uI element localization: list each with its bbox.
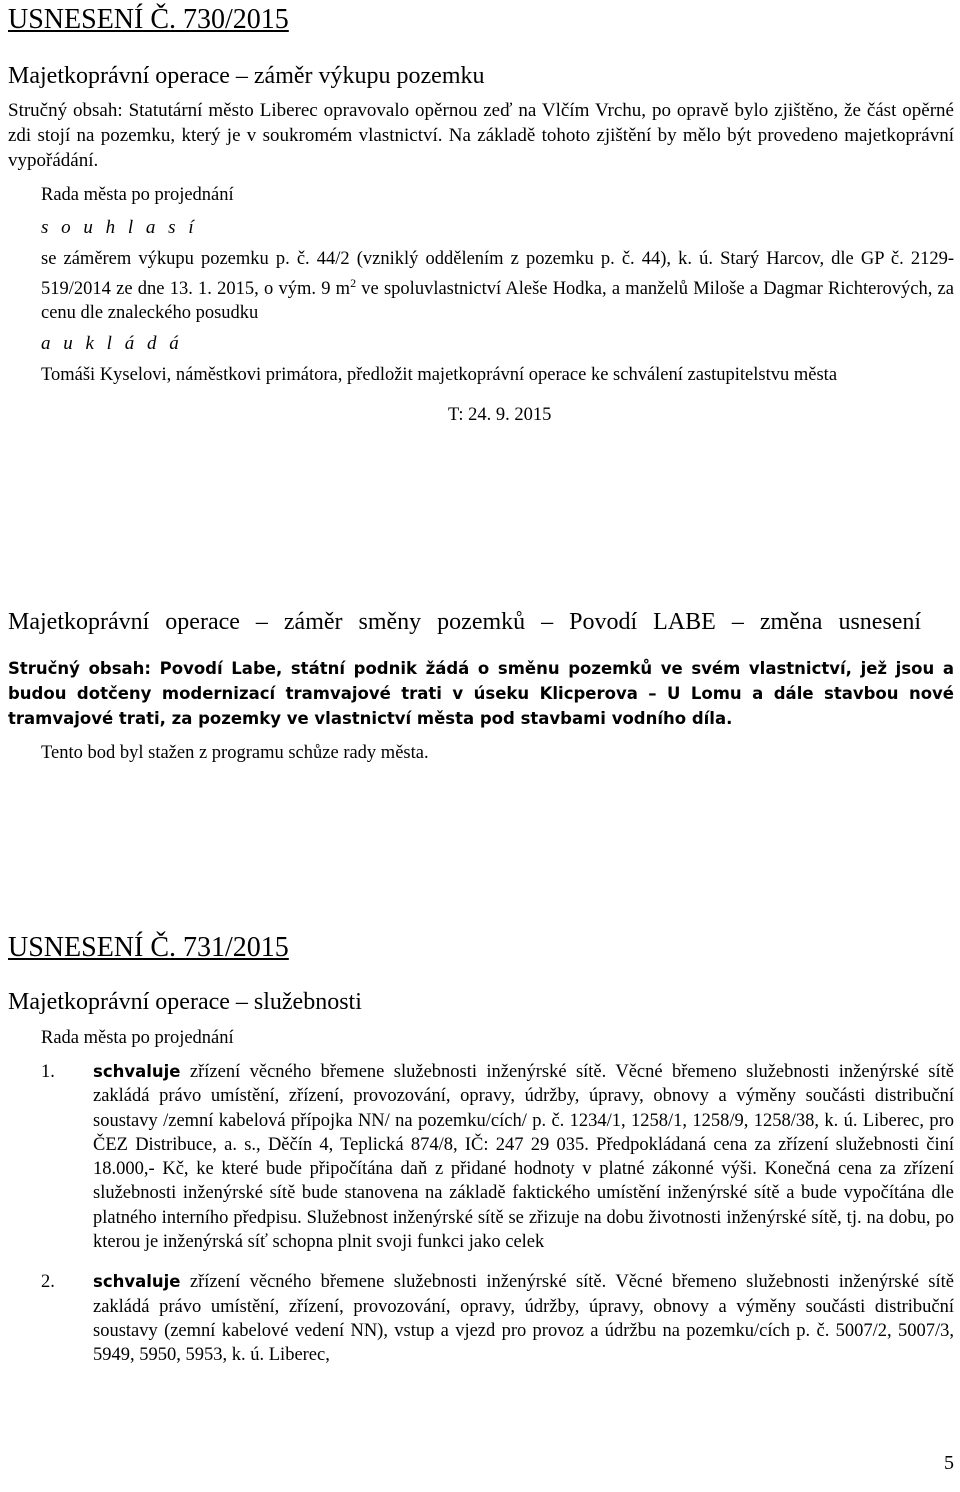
item-content: zřízení věcného břemene služebnosti inženýrské sítě. Věcné břemeno služebnosti inženýrské sítě zakládá právo umístění, zřízení, provozování, opravy, údržby, úpravy, obnovy a výměny součásti distribuční soustavy /zemní kabelová přípojka NN/ na pozemku/cích/ p. č. 1234/1, 1258/1, 1258/9, 1258/38, k. ú. Liberec, pro ČEZ Distribuce, a. s., Děčín 4, Teplická 874/8, IČ: 247 29 035. Předpokládaná cena za zřízení služebnosti činí 18.000,- Kč, ke které bude připočítána daň z přidané hodnoty v platné zákonné výši. Konečná cena za zřízení služebnosti inženýrské sítě bude stanovena na základě faktického umístění inženýrské sítě a bude vypočítána dle platného interního předpisu. Služebnost inženýrské sítě se zřizuje na dobu životnosti inženýrské sítě, tj. na dobu, po kterou je inženýrská síť schopna plnit svoji funkci jako celek [93, 1062, 954, 1253]
resolution-731 [8, 928, 954, 1368]
area-superscript: 2 [350, 276, 357, 290]
operation-title: Majetkoprávní operace – služebnosti [8, 989, 362, 1015]
page-number: 5 [944, 1452, 954, 1474]
intro-text: Rada města po projednání [41, 185, 234, 205]
list-item [41, 1060, 954, 1254]
resolution-text-a: se záměrem výkupu pozemku p. č. 44/2 (vzniklý oddělením z pozemku p. č. 44), k. ú. Starý Harcov, dle GP č. 2129-519/2014 ze dne 13. 1. 2015, o vým. 9 m [41, 249, 954, 300]
item-verb: schvaluje [93, 1062, 181, 1081]
list-item [41, 1270, 954, 1367]
operation-title: Majetkoprávní operace – záměr výkupu pozemku [8, 63, 485, 89]
item-text [93, 1270, 954, 1367]
operation-povodi-labe [8, 608, 954, 765]
resolution-title: USNESENÍ Č. 731/2015 [8, 932, 289, 963]
summary: Stručný obsah: Statutární město Liberec opravovalo opěrnou zeď na Vlčím Vrchu, po opravě bylo zjištěno, že část opěrné zdi stojí na pozemku, který je v soukromém vlastnictví. Na základě tohoto zjištění by mělo být provedeno majetkoprávní vypořádání. [8, 100, 954, 171]
operation-title: Majetkoprávní operace – záměr směny pozemků – Povodí LABE – změna usnesení [8, 609, 922, 635]
item-content: zřízení věcného břemene služebnosti inženýrské sítě. Věcné břemeno služebnosti inženýrské sítě zakládá právo umístění, zřízení, provozování, opravy, údržby, úpravy, obnovy a výměny součásti distribuční soustavy (zemní kabelové vedení NN), vstup a vjezd pro provoz a údržbu na pozemku/cích p. č. 5007/2, 5007/3, 5949, 5950, 5953, k. ú. Liberec, [93, 1272, 954, 1366]
withdrawn-note: Tento bod byl stažen z programu schůze rady města. [41, 743, 429, 763]
intro-text: Rada města po projednání [41, 1028, 234, 1048]
item-text [93, 1060, 954, 1254]
order-text: Tomáši Kyselovi, náměstkovi primátora, předložit majetkoprávní operace ke schválení zastupitelstvu města [41, 365, 838, 386]
verb-agrees: s o u h l a s í [41, 217, 198, 238]
resolution-text [41, 247, 954, 325]
verb-orders: a u k l á d á [41, 333, 183, 355]
summary: Stručný obsah: Povodí Labe, státní podnik žádá o směnu pozemků ve svém vlastnictví, jež jsou a budou dotčeny modernizací tramvajové trati v úseku Klicperova – U Lomu a dále stavbou nové tramvajové trati, za pozemky ve vlastnictví města pod stavbami vodního díla. [8, 659, 954, 728]
item-number: 1. [41, 1062, 55, 1082]
resolution-text-b: ve spoluvlastnictví Aleše Hodka, a manželů Miloše a Dagmar Richterových, za cenu dle znaleckého posudku [41, 279, 954, 324]
item-verb: schvaluje [93, 1272, 181, 1292]
resolution-730 [8, 0, 954, 426]
item-number: 2. [41, 1272, 55, 1293]
resolution-title: USNESENÍ Č. 730/2015 [8, 4, 289, 35]
deadline: T: 24. 9. 2015 [448, 405, 552, 426]
resolution-items [8, 1060, 954, 1368]
